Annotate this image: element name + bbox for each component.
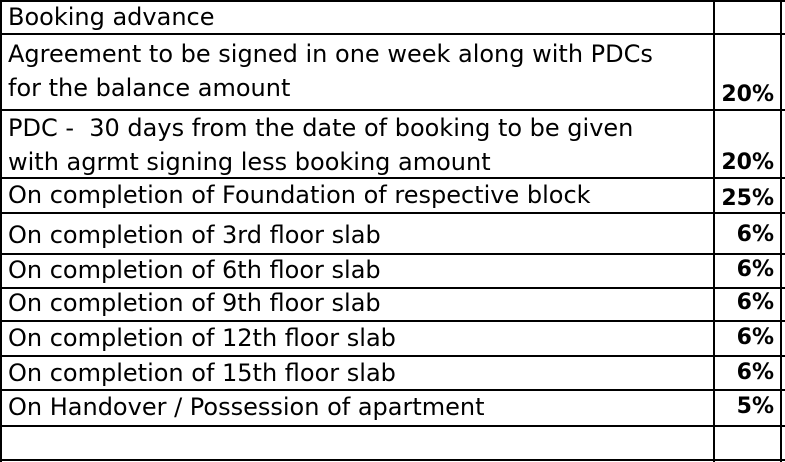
row-label-foundation: On completion of Foundation of respective block [8,181,591,209]
row-label-agreement: Agreement to be signed in one week along with PDCs for the balance amount [8,40,653,102]
row-value-15th-floor: 6% [736,360,774,385]
grid-row-line [0,212,785,214]
row-value-12th-floor: 6% [736,325,774,350]
grid-right-border [780,0,782,462]
row-label-12th-floor: On completion of 12th floor slab [8,324,396,352]
row-value-9th-floor: 6% [736,290,774,315]
row-value-foundation: 25% [721,186,774,211]
row-value-6th-floor: 6% [736,257,774,282]
row-value-agreement: 20% [721,82,774,107]
row-label-6th-floor: On completion of 6th floor slab [8,256,381,284]
row-value-pdc: 20% [721,150,774,175]
row-value-handover: 5% [736,394,774,419]
row-label-9th-floor: On completion of 9th floor slab [8,289,381,317]
row-label-3rd-floor: On completion of 3rd floor slab [8,221,381,249]
row-value-3rd-floor: 6% [736,222,774,247]
grid-row-line [0,425,785,427]
row-label-handover: On Handover / Possession of apartment [8,393,485,421]
grid-left-border [0,0,2,462]
row-label-pdc: PDC - 30 days from the date of booking to be given with agrmt signing less booking amount [8,114,634,176]
row-label-15th-floor: On completion of 15th floor slab [8,359,396,387]
row-label-booking-advance: Booking advance [8,3,215,31]
grid-row-line [0,459,785,461]
